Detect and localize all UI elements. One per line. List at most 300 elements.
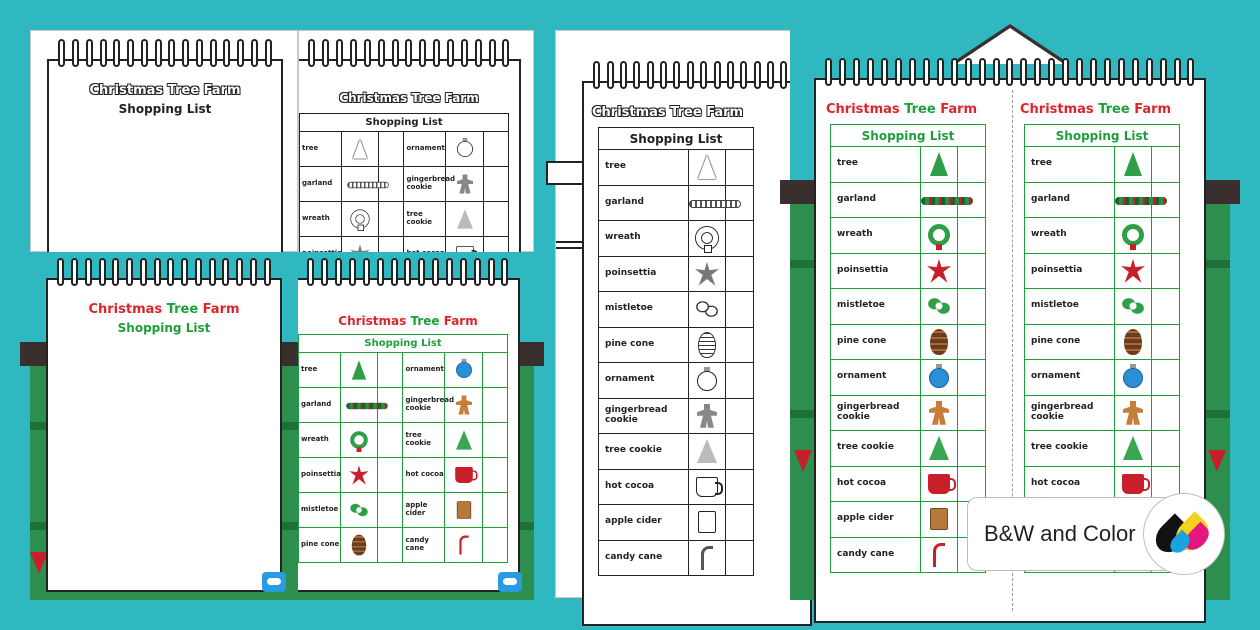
spiral-ring <box>86 39 93 67</box>
spiral-ring <box>727 61 734 89</box>
table-row <box>831 218 986 254</box>
spiral-ring <box>168 39 175 67</box>
spiral-ring <box>1090 58 1097 86</box>
spiral-ring <box>127 39 134 67</box>
apple-cider-icon <box>456 501 470 519</box>
twinkl-logo <box>262 572 286 592</box>
table-row <box>831 395 986 431</box>
twinkl-logo <box>498 572 522 592</box>
item-picture <box>340 353 378 388</box>
spiral-ring <box>673 61 680 89</box>
tree-cookie-icon <box>697 439 717 463</box>
item-picture <box>445 353 483 388</box>
item-picture <box>1114 324 1151 360</box>
table-row <box>831 502 986 538</box>
spiral-ring <box>620 61 627 89</box>
poinsettia-icon <box>1121 259 1145 283</box>
wreath-icon <box>350 431 368 449</box>
item-name: mistletoe <box>299 493 341 528</box>
spiral-ring <box>1048 58 1055 86</box>
cover-title: Christmas Tree Farm <box>88 302 240 317</box>
spiral-ring <box>1104 58 1111 86</box>
table-row <box>599 292 754 328</box>
table-row <box>831 182 986 218</box>
checkbox-cell[interactable] <box>958 431 986 467</box>
spiral-ring <box>209 258 216 286</box>
item-picture <box>688 150 725 186</box>
item-picture <box>688 185 725 221</box>
item-name: pine cone <box>831 324 921 360</box>
item-name: poinsettia <box>299 458 341 493</box>
checkbox-cell[interactable] <box>378 493 403 528</box>
spiral-ring <box>85 258 92 286</box>
spiral-ring <box>993 58 1000 86</box>
item-name: mistletoe <box>599 292 689 328</box>
spiral-ring <box>881 58 888 86</box>
spiral-ring <box>222 258 229 286</box>
item-picture <box>341 202 379 237</box>
table-row <box>599 185 754 221</box>
item-name: tree cookie <box>404 202 446 237</box>
ornament-icon <box>697 371 717 391</box>
spiral-ring <box>1160 58 1167 86</box>
item-picture <box>688 256 725 292</box>
item-name: wreath <box>599 221 689 257</box>
spiral-ring <box>767 61 774 89</box>
list-title: Christmas Tree Farm <box>339 91 479 105</box>
table-row <box>831 147 986 183</box>
item-name: hot cocoa <box>1025 466 1115 502</box>
table-row <box>599 327 754 363</box>
candy-cane-icon <box>701 546 713 570</box>
spiral-ring <box>265 39 272 67</box>
checkbox-cell[interactable] <box>726 540 754 576</box>
spiral-ring <box>419 39 426 67</box>
spiral-ring <box>363 258 370 286</box>
item-name: hot cocoa <box>403 458 445 493</box>
item-picture <box>1114 360 1151 396</box>
spiral-ring <box>57 258 64 286</box>
item-picture <box>920 431 957 467</box>
checkbox-cell[interactable] <box>1152 324 1180 360</box>
gingerbread-cookie-icon <box>456 395 472 414</box>
spiral-ring <box>446 258 453 286</box>
spiral-binding <box>298 258 518 288</box>
spiral-ring <box>607 61 614 89</box>
tree-cookie-icon <box>929 436 949 460</box>
table-row <box>1025 147 1180 183</box>
candy-cane-icon <box>459 535 469 554</box>
gingerbread-cookie-icon <box>1123 401 1143 425</box>
item-name: candy cane <box>831 537 921 573</box>
list-title: Christmas Tree Farm <box>592 105 744 120</box>
bw-cover-notebook <box>47 59 283 269</box>
spiral-ring <box>126 258 133 286</box>
item-picture <box>341 167 379 202</box>
checkbox-cell[interactable] <box>958 218 986 254</box>
checkbox-cell[interactable] <box>958 324 986 360</box>
spiral-ring <box>237 39 244 67</box>
checkbox-cell[interactable] <box>378 423 403 458</box>
item-name: tree cookie <box>599 434 689 470</box>
pine-cone-icon <box>352 535 366 556</box>
gingerbread-cookie-icon <box>697 404 717 428</box>
hot-cocoa-icon <box>1122 474 1144 494</box>
spiral-ring <box>223 39 230 67</box>
spiral-ring <box>364 39 371 67</box>
spiral-binding <box>49 39 281 69</box>
checkbox-cell[interactable] <box>483 202 508 237</box>
tree-icon <box>1124 152 1142 176</box>
checkbox-cell[interactable] <box>482 493 507 528</box>
table-row <box>831 324 986 360</box>
hot-cocoa-icon <box>928 474 950 494</box>
wreath-icon <box>928 224 950 246</box>
spiral-ring <box>447 39 454 67</box>
item-name: garland <box>831 182 921 218</box>
spiral-ring <box>1062 58 1069 86</box>
spiral-ring <box>1034 58 1041 86</box>
item-name: tree cookie <box>831 431 921 467</box>
spiral-ring <box>112 258 119 286</box>
table-row <box>831 360 986 396</box>
spiral-ring <box>488 258 495 286</box>
spiral-ring <box>308 39 315 67</box>
item-picture <box>445 458 483 493</box>
item-picture <box>920 182 957 218</box>
spiral-ring <box>181 258 188 286</box>
candy-cane-icon <box>933 543 945 567</box>
checkbox-cell[interactable] <box>482 528 507 563</box>
item-name: tree <box>1025 147 1115 183</box>
spiral-ring <box>475 39 482 67</box>
spiral-ring <box>264 258 271 286</box>
item-name: wreath <box>831 218 921 254</box>
checkbox-cell[interactable] <box>958 360 986 396</box>
spiral-ring <box>1020 58 1027 86</box>
bw-list-notebook <box>299 59 521 269</box>
item-picture <box>920 218 957 254</box>
item-name: gingerbread cookie <box>403 388 445 423</box>
table-row <box>1025 289 1180 325</box>
checkbox-cell[interactable] <box>1152 218 1180 254</box>
checkbox-cell[interactable] <box>726 256 754 292</box>
checkbox-cell[interactable] <box>958 253 986 289</box>
poinsettia-icon <box>927 259 951 283</box>
item-name: gingerbread cookie <box>831 395 921 431</box>
table-row <box>1025 360 1180 396</box>
item-picture <box>340 458 378 493</box>
spiral-ring <box>1187 58 1194 86</box>
checkbox-cell[interactable] <box>379 202 404 237</box>
spiral-ring <box>951 58 958 86</box>
checkbox-cell[interactable] <box>378 528 403 563</box>
checkbox-cell[interactable] <box>726 221 754 257</box>
spiral-ring <box>474 258 481 286</box>
item-picture <box>688 221 725 257</box>
spiral-binding <box>816 58 1204 88</box>
spiral-ring <box>740 61 747 89</box>
spiral-ring <box>825 58 832 86</box>
checkbox-cell[interactable] <box>726 327 754 363</box>
wreath-icon <box>696 227 718 249</box>
list-title-left: Christmas Tree Farm <box>826 102 978 117</box>
item-name: tree cookie <box>1025 431 1115 467</box>
spiral-ring <box>501 258 508 286</box>
item-name: hot cocoa <box>599 469 689 505</box>
cover-title: Christmas Tree Farm <box>89 83 241 98</box>
spiral-ring <box>633 61 640 89</box>
table-row <box>599 398 754 434</box>
spiral-ring <box>113 39 120 67</box>
checkbox-cell[interactable] <box>958 147 986 183</box>
checkbox-cell[interactable] <box>1152 431 1180 467</box>
item-picture <box>688 469 725 505</box>
spiral-ring <box>923 58 930 86</box>
checkbox-cell[interactable] <box>1152 147 1180 183</box>
spiral-ring <box>100 39 107 67</box>
spiral-ring <box>321 258 328 286</box>
garland-icon <box>346 403 388 409</box>
checkbox-cell[interactable] <box>378 458 403 493</box>
spiral-ring <box>687 61 694 89</box>
item-picture <box>340 423 378 458</box>
poinsettia-icon <box>695 262 719 286</box>
color-list-card <box>298 252 534 600</box>
item-picture <box>446 167 484 202</box>
item-picture <box>340 388 378 423</box>
item-name: ornament <box>1025 360 1115 396</box>
shopping-table-left <box>830 124 986 573</box>
item-name: wreath <box>299 423 341 458</box>
spiral-ring <box>335 258 342 286</box>
spiral-ring <box>141 39 148 67</box>
item-picture <box>1114 218 1151 254</box>
checkbox-cell[interactable] <box>958 395 986 431</box>
bw-large-notebook <box>582 81 812 626</box>
item-picture <box>920 147 957 183</box>
item-picture <box>446 132 484 167</box>
item-picture <box>688 540 725 576</box>
item-picture <box>1114 147 1151 183</box>
item-picture <box>445 493 483 528</box>
checkbox-cell[interactable] <box>726 398 754 434</box>
table-row <box>599 469 754 505</box>
spiral-ring <box>853 58 860 86</box>
item-name: apple cider <box>599 505 689 541</box>
checkbox-cell[interactable] <box>379 132 404 167</box>
tree-icon <box>698 155 716 179</box>
color-list-notebook <box>298 278 520 592</box>
table-row <box>599 221 754 257</box>
item-name: tree <box>599 150 689 186</box>
spiral-binding <box>299 39 519 69</box>
spiral-ring <box>99 258 106 286</box>
shopping-table-two-col <box>298 334 508 563</box>
checkbox-cell[interactable] <box>483 132 508 167</box>
tree-cookie-icon <box>1123 436 1143 460</box>
item-picture <box>920 395 957 431</box>
item-picture <box>1114 253 1151 289</box>
checkbox-cell[interactable] <box>726 469 754 505</box>
spiral-ring <box>251 39 258 67</box>
table-row <box>300 167 509 202</box>
item-picture <box>920 324 957 360</box>
color-cover-notebook <box>46 278 282 592</box>
item-name: poinsettia <box>599 256 689 292</box>
spiral-ring <box>754 61 761 89</box>
checkbox-cell[interactable] <box>726 505 754 541</box>
hot-cocoa-icon <box>455 467 473 483</box>
pine-cone-icon <box>698 332 716 358</box>
table-row <box>599 256 754 292</box>
item-picture <box>445 388 483 423</box>
item-name: tree cookie <box>403 423 445 458</box>
spiral-ring <box>937 58 944 86</box>
spiral-ring <box>155 39 162 67</box>
table-row <box>831 253 986 289</box>
checkbox-cell[interactable] <box>482 458 507 493</box>
ornament-icon <box>456 362 472 378</box>
checkbox-cell[interactable] <box>726 150 754 186</box>
hot-cocoa-icon <box>696 477 718 497</box>
item-name: candy cane <box>403 528 445 563</box>
mistletoe-icon <box>1122 295 1144 317</box>
table-row <box>831 537 986 573</box>
bw-list-card <box>298 30 534 252</box>
spiral-ring <box>909 58 916 86</box>
mistletoe-icon <box>350 501 368 519</box>
pine-cone-icon <box>1124 329 1142 355</box>
garland-icon <box>689 200 741 208</box>
checkbox-cell[interactable] <box>1152 395 1180 431</box>
spiral-ring <box>502 39 509 67</box>
item-name: mistletoe <box>831 289 921 325</box>
spiral-ring <box>336 39 343 67</box>
table-header: Shopping List <box>299 335 508 353</box>
ornament-icon <box>457 141 473 157</box>
badge-label: B&W and Color <box>984 521 1136 546</box>
ornament-icon <box>929 368 949 388</box>
apple-cider-icon <box>930 508 948 530</box>
item-name: garland <box>1025 182 1115 218</box>
checkbox-cell[interactable] <box>726 292 754 328</box>
pine-cone-icon <box>930 329 948 355</box>
checkbox-cell[interactable] <box>482 353 507 388</box>
checkbox-cell[interactable] <box>958 289 986 325</box>
cover-subtitle: Shopping List <box>117 321 211 335</box>
table-row <box>599 363 754 399</box>
tree-icon <box>353 139 367 158</box>
table-row <box>300 132 509 167</box>
item-picture <box>920 253 957 289</box>
item-picture <box>688 398 725 434</box>
table-row <box>599 150 754 186</box>
shopping-table-two-col <box>299 113 509 272</box>
checkbox-cell[interactable] <box>378 353 403 388</box>
item-picture <box>920 360 957 396</box>
item-name: pine cone <box>599 327 689 363</box>
mistletoe-icon <box>928 295 950 317</box>
item-name: mistletoe <box>1025 289 1115 325</box>
shopping-table <box>598 127 754 576</box>
spiral-ring <box>322 39 329 67</box>
table-row <box>1025 218 1180 254</box>
spiral-ring <box>378 39 385 67</box>
spiral-ring <box>460 258 467 286</box>
wreath-icon <box>1122 224 1144 246</box>
checkbox-cell[interactable] <box>1152 360 1180 396</box>
checkbox-cell[interactable] <box>1152 289 1180 325</box>
tree-icon <box>352 360 366 379</box>
spiral-ring <box>349 258 356 286</box>
spiral-ring <box>593 61 600 89</box>
table-row <box>1025 253 1180 289</box>
item-name: tree <box>299 353 341 388</box>
item-name: candy cane <box>599 540 689 576</box>
checkbox-cell[interactable] <box>726 434 754 470</box>
table-row <box>1025 395 1180 431</box>
spiral-ring <box>236 258 243 286</box>
table-row <box>599 505 754 541</box>
spiral-ring <box>182 39 189 67</box>
spiral-ring <box>461 39 468 67</box>
item-name: ornament <box>404 132 446 167</box>
ornament-icon <box>1123 368 1143 388</box>
item-picture <box>340 528 378 563</box>
item-picture <box>688 327 725 363</box>
checkbox-cell[interactable] <box>483 167 508 202</box>
checkbox-cell[interactable] <box>1152 253 1180 289</box>
spiral-ring <box>660 61 667 89</box>
garland-icon <box>921 197 973 205</box>
table-header: Shopping List <box>1025 125 1180 147</box>
checkbox-cell[interactable] <box>726 363 754 399</box>
tree-icon <box>930 152 948 176</box>
checkbox-cell[interactable] <box>482 423 507 458</box>
item-name: gingerbread cookie <box>1025 395 1115 431</box>
spiral-ring <box>350 39 357 67</box>
spiral-ring <box>405 39 412 67</box>
gingerbread-cookie-icon <box>457 174 473 193</box>
spiral-ring <box>154 258 161 286</box>
table-row <box>831 431 986 467</box>
item-picture <box>1114 289 1151 325</box>
poinsettia-icon <box>349 465 368 484</box>
spiral-ring <box>196 39 203 67</box>
spiral-ring <box>140 258 147 286</box>
item-picture <box>920 289 957 325</box>
spiral-ring <box>1132 58 1139 86</box>
table-header: Shopping List <box>599 128 754 150</box>
spiral-ring <box>839 58 846 86</box>
spiral-ring <box>1146 58 1153 86</box>
spiral-ring <box>780 61 787 89</box>
checkbox-cell[interactable] <box>482 388 507 423</box>
spiral-binding <box>48 258 280 288</box>
mistletoe-icon <box>696 298 718 320</box>
spiral-ring <box>965 58 972 86</box>
item-name: apple cider <box>831 502 921 538</box>
table-row <box>1025 182 1180 218</box>
spiral-ring <box>1174 58 1181 86</box>
table-row <box>831 466 986 502</box>
ink-drops-icon <box>1143 493 1225 575</box>
item-name: hot cocoa <box>831 466 921 502</box>
item-name: ornament <box>831 360 921 396</box>
apple-cider-icon <box>698 511 716 533</box>
spiral-ring <box>714 61 721 89</box>
